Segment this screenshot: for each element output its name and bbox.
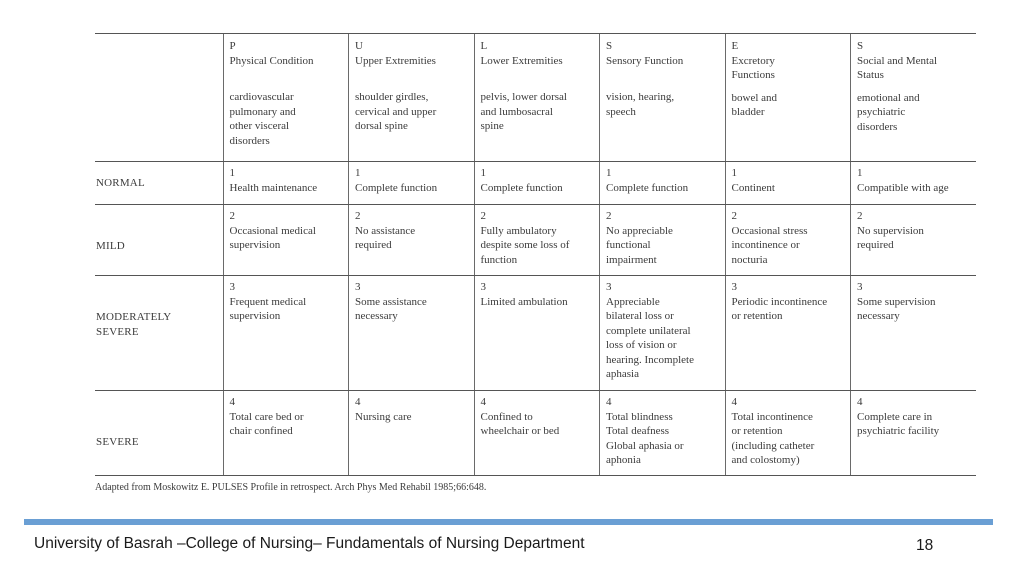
table-cell: 1 Complete function [600, 162, 726, 205]
table-cell: 4 Total care bed or chair confined [223, 391, 349, 476]
row-label: MODERATELY SEVERE [95, 276, 223, 391]
header-cell [725, 34, 851, 162]
pulses-table-area [95, 33, 976, 476]
table-row-normal [95, 162, 976, 205]
page-number: 18 [916, 537, 934, 554]
row-label: SEVERE [95, 391, 223, 476]
table-cell: 2 Occasional medical supervision [223, 205, 349, 276]
column-letter: P [229, 40, 236, 52]
table-cell: 3 Some assistance necessary [349, 276, 475, 391]
column-description: bowel and bladder [731, 91, 778, 118]
table-cell: 4 Nursing care [349, 391, 475, 476]
column-name: Sensory Function [606, 54, 684, 67]
table-cell: 1 Complete function [474, 162, 600, 205]
header-cell [349, 34, 475, 162]
pulses-profile-table [95, 33, 976, 476]
column-name: Excretory Functions [731, 54, 775, 81]
table-cell: 2 No supervision required [851, 205, 977, 276]
table-cell: 2 No appreciable functional impairment [600, 205, 726, 276]
header-cell [474, 34, 600, 162]
header-corner-cell [95, 34, 223, 162]
table-row-mild [95, 205, 976, 276]
table-cell: 1 Health maintenance [223, 162, 349, 205]
source-citation: Adapted from Moskowitz E. PULSES Profile in retrospect. Arch Phys Med Rehabil 1985;66:648. [95, 482, 487, 493]
column-description: vision, hearing, speech [606, 91, 675, 118]
table-row-moderately-severe [95, 276, 976, 391]
column-name: Social and Mental Status [857, 54, 938, 81]
column-name: Upper Extremities [355, 54, 436, 67]
column-letter: S [857, 40, 864, 52]
table-cell: 4 Confined to wheelchair or bed [474, 391, 600, 476]
table-cell: 2 No assistance required [349, 205, 475, 276]
header-cell [223, 34, 349, 162]
table-cell: 2 Occasional stress incontinence or nocturia [725, 205, 851, 276]
row-label: MILD [95, 205, 223, 276]
column-description: pelvis, lower dorsal and lumbosacral spine [480, 91, 567, 132]
table-cell: 4 Complete care in psychiatric facility [851, 391, 977, 476]
table-cell: 1 Compatible with age [851, 162, 977, 205]
table-cell: 3 Limited ambulation [474, 276, 600, 391]
column-name: Physical Condition [229, 54, 314, 67]
header-cell [600, 34, 726, 162]
column-description: emotional and psychiatric disorders [857, 91, 920, 133]
table-row-severe [95, 391, 976, 476]
footer-accent-bar [24, 519, 993, 525]
column-letter: U [355, 40, 363, 52]
column-letter: L [480, 40, 488, 52]
column-letter: S [606, 40, 613, 52]
column-description: cardiovascular pulmonary and other visceral disorders [229, 91, 296, 147]
table-cell: 2 Fully ambulatory despite some loss of function [474, 205, 600, 276]
header-cell [851, 34, 977, 162]
table-cell: 4 Total incontinence or retention (including catheter and colostomy) [725, 391, 851, 476]
row-label: NORMAL [95, 162, 223, 205]
table-cell: 3 Periodic incontinence or retention [725, 276, 851, 391]
table-cell: 4 Total blindness Total deafness Global aphasia or aphonia [600, 391, 726, 476]
table-cell: 3 Some supervision necessary [851, 276, 977, 391]
table-cell: 1 Complete function [349, 162, 475, 205]
footer-text: University of Basrah –College of Nursing– Fundamentals of Nursing Department [34, 535, 585, 552]
table-header-row [95, 34, 976, 162]
table-cell: 3 Appreciable bilateral loss or complete unilateral loss of vision or hearing. Incomplete aphasia [600, 276, 726, 391]
column-name: Lower Extremities [480, 54, 563, 67]
table-cell: 1 Continent [725, 162, 851, 205]
column-description: shoulder girdles, cervical and upper dorsal spine [355, 91, 437, 132]
table-cell: 3 Frequent medical supervision [223, 276, 349, 391]
column-letter: E [731, 40, 739, 52]
